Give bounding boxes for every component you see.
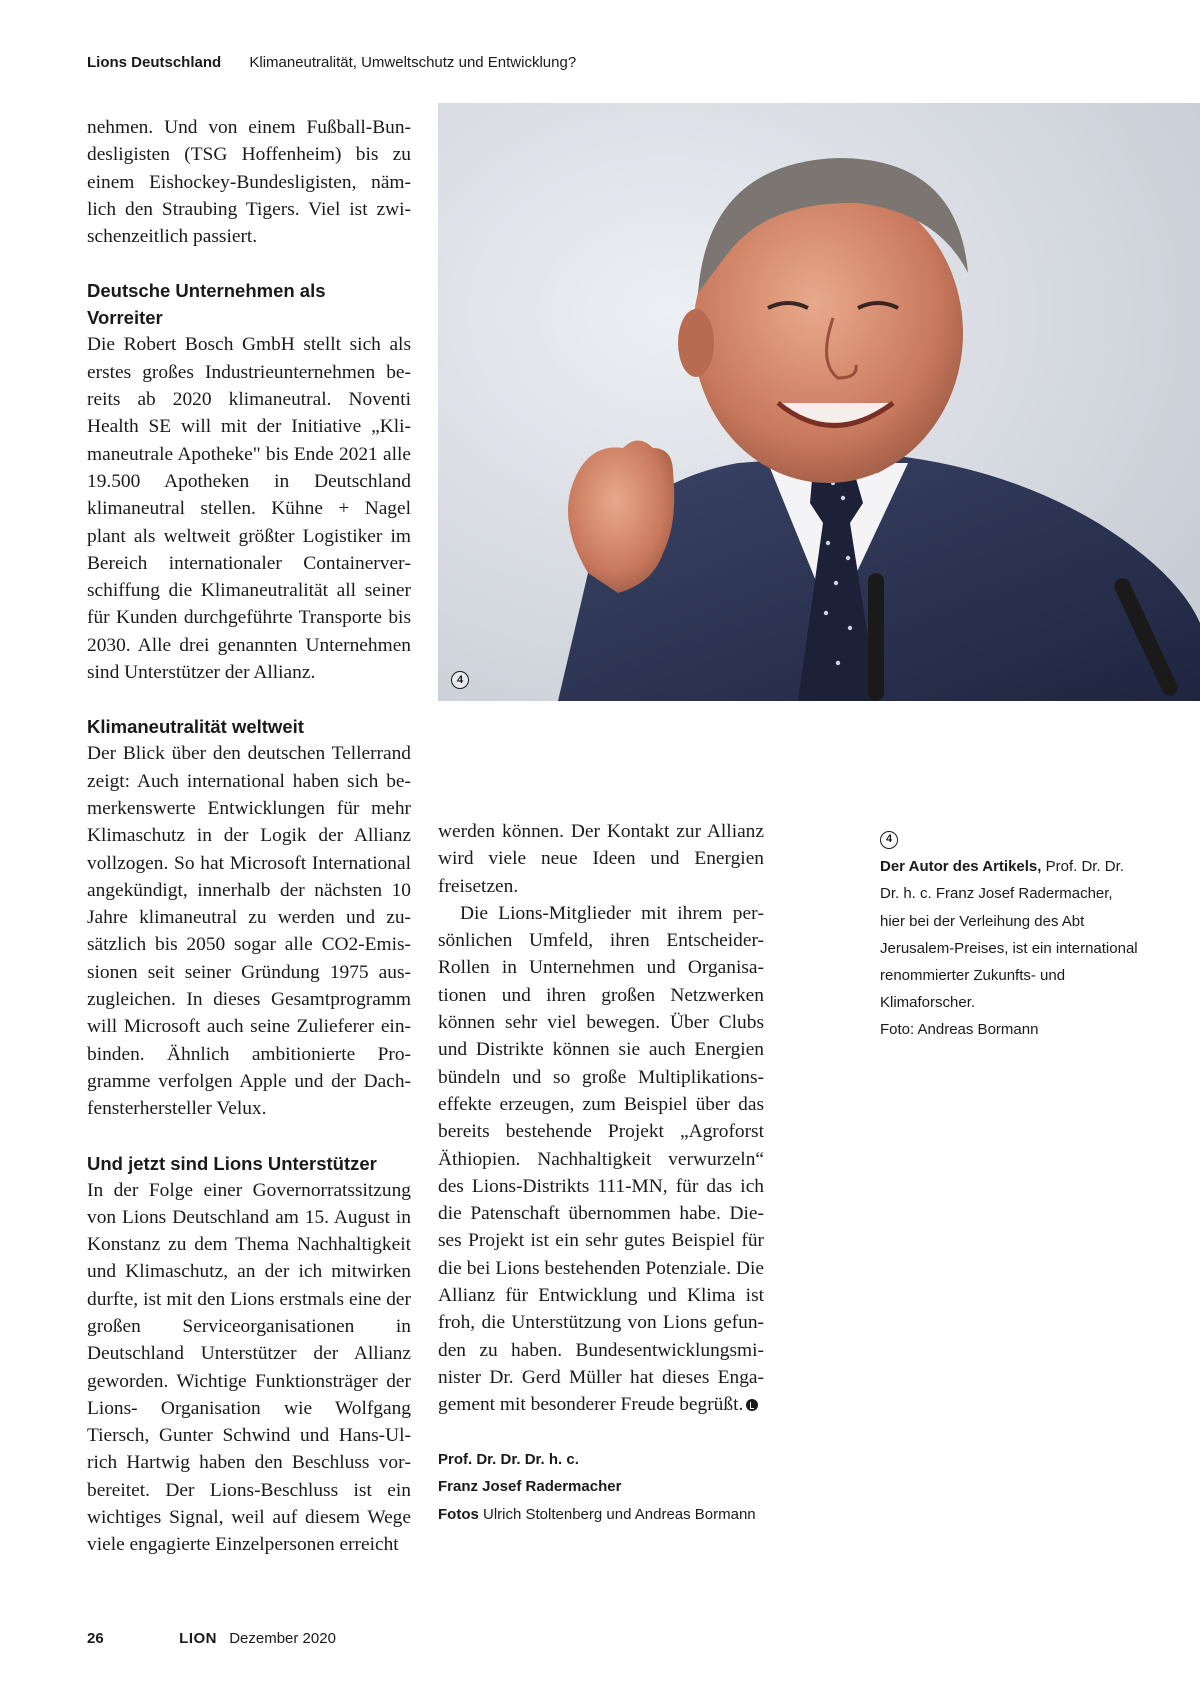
heading-weltweit: Klimaneutralität weltweit xyxy=(87,716,304,738)
heading-lions: Und jetzt sind Lions Unterstützer xyxy=(87,1152,377,1174)
heading-vorreiter: Deutsche Unternehmen als Vorreiter xyxy=(87,280,326,329)
article-column-2 xyxy=(438,818,764,1419)
paragraph-weltweit: Der Blick über den deutschen Tellerrand zeigt: Auch international haben sich bemerkenswerte Entwicklungen für mehr Klimaschutz in der Logik der Allianz vollzogen. So hat Microsoft International angekündigt, innerhalb der nächsten 10 Jahre klimaneutral zu werden und zusätzlich bis 2050 sogar alle CO2-Emissionen seit seiner Gründung 1975 auszugleichen. In dieses Gesamtprogramm will Microsoft auch seine Zulieferer einbinden. Ähnlich ambitionierte Programme verfolgen Apple und der Dachfensterhersteller Velux. xyxy=(87,743,411,1120)
photo-caption xyxy=(880,824,1140,1044)
paragraph-continued: werden können. Der Kontakt zur Allianz wird viele neue Ideen und Energien freisetzen. xyxy=(438,821,764,897)
header-brand: Lions Deutschland xyxy=(87,54,222,71)
paragraph-intro: nehmen. Und von einem Fußball-Bundesligisten (TSG Hoffenheim) bis zu einem Eishockey-Bundesligisten, nämlich den Straubing Tigers. Viel ist zwischenzeitlich passiert. xyxy=(87,117,411,248)
photo-credits xyxy=(438,1501,768,1528)
caption-lead: Der Autor des Artikels, xyxy=(880,858,1042,876)
photo-number: 4 xyxy=(451,671,469,689)
photo-number-badge xyxy=(451,670,469,689)
end-of-article-icon xyxy=(746,1399,758,1411)
paragraph-vorreiter: Die Robert Bosch GmbH stellt sich als erstes großes Industrieunternehmen bereits ab 2020 klimaneutral. Noventi Health SE will mit der Initiative „Klimaneutrale Apotheke" bis Ende 2021 alle 19.500 Apotheken in Deutschland klimaneutral stellen. Kühne + Nagel plant als weltweit größter Logistiker im Bereich internationaler Containerverschiffung die Klimaneutralität all seiner für Kunden durchgeführte Transporte bis 2030. Alle drei genannten Unternehmen sind Unterstützer der Allianz. xyxy=(87,334,411,684)
paragraph-closing-text: Die Lions-Mitglieder mit ihrem persönlichen Umfeld, ihren Entscheider-Rollen in Unternehmen und Organisationen und ihren großen Netzwerken können sehr viel bewegen. Über Clubs und Distrikte können sie auch Energien bündeln und so große Multiplikationseffekte erzeugen, zum Beispiel über das bereits bestehende Projekt „Agroforst Äthiopien. Nachhaltigkeit verwurzeln“ des Lions-Distrikts 111-MN, für das ich die Patenschaft übernommen habe. Dieses Projekt ist ein sehr gutes Beispiel für die bei Lions bestehenden Potenziale. Die Allianz für Entwicklung und Klima ist froh, die Unterstützung von Lions gefunden zu haben. Bundesentwicklungsminister Dr. Gerd Müller hat dieses Engagement mit besonderer Freude begrüßt. xyxy=(438,902,764,1416)
header-section-title: Klimaneutralität, Umweltschutz und Entwicklung? xyxy=(249,54,577,71)
author-name: Franz Josef Radermacher xyxy=(438,1478,622,1496)
page-footer xyxy=(87,1630,336,1647)
author-title: Prof. Dr. Dr. Dr. h. c. xyxy=(438,1451,579,1468)
paragraph-closing xyxy=(438,900,764,1419)
author-photo xyxy=(438,103,1200,701)
author-credits xyxy=(438,1446,768,1528)
photo-credits-label: Fotos xyxy=(438,1505,479,1523)
page-number: 26 xyxy=(87,1630,104,1647)
caption-text: Prof. Dr. Dr. Dr. h. c. Franz Josef Radermacher, hier bei der Verleihung des Abt Jerusalem-Preises, ist ein international renommierter Zukunfts- und Klimaforscher. xyxy=(880,858,1138,1012)
portrait-illustration xyxy=(438,103,1200,701)
caption-photo-credit: Foto: Andreas Bormann xyxy=(880,1021,1039,1039)
article-column-1 xyxy=(87,114,411,1559)
running-header xyxy=(87,54,576,71)
issue-date: Dezember 2020 xyxy=(229,1630,336,1647)
magazine-name: LION xyxy=(179,1630,218,1647)
caption-number-badge xyxy=(880,824,1140,851)
paragraph-lions: In der Folge einer Governorratssitzung von Lions Deutschland am 15. August in Konstanz zu dem Thema Nachhaltigkeit und Klimaschutz, an der ich mitwirken durfte, ist mit den Lions erstmals eine der großen Serviceorganisationen in Deutschland Unterstützer der Allianz geworden. Wichtige Funktionsträger der Lions- Organisation wie Wolfgang Tiersch, Gunter Schwind und Hans-Ulrich Hartwig haben den Beschluss vorbereitet. Der Lions-Beschluss ist ein wichtiges Signal, weil auf diesem Wege viele engagierte Einzelpersonen erreicht xyxy=(87,1179,411,1556)
caption-number: 4 xyxy=(880,831,898,849)
photo-credits-text: Ulrich Stoltenberg und Andreas Bormann xyxy=(478,1505,756,1523)
